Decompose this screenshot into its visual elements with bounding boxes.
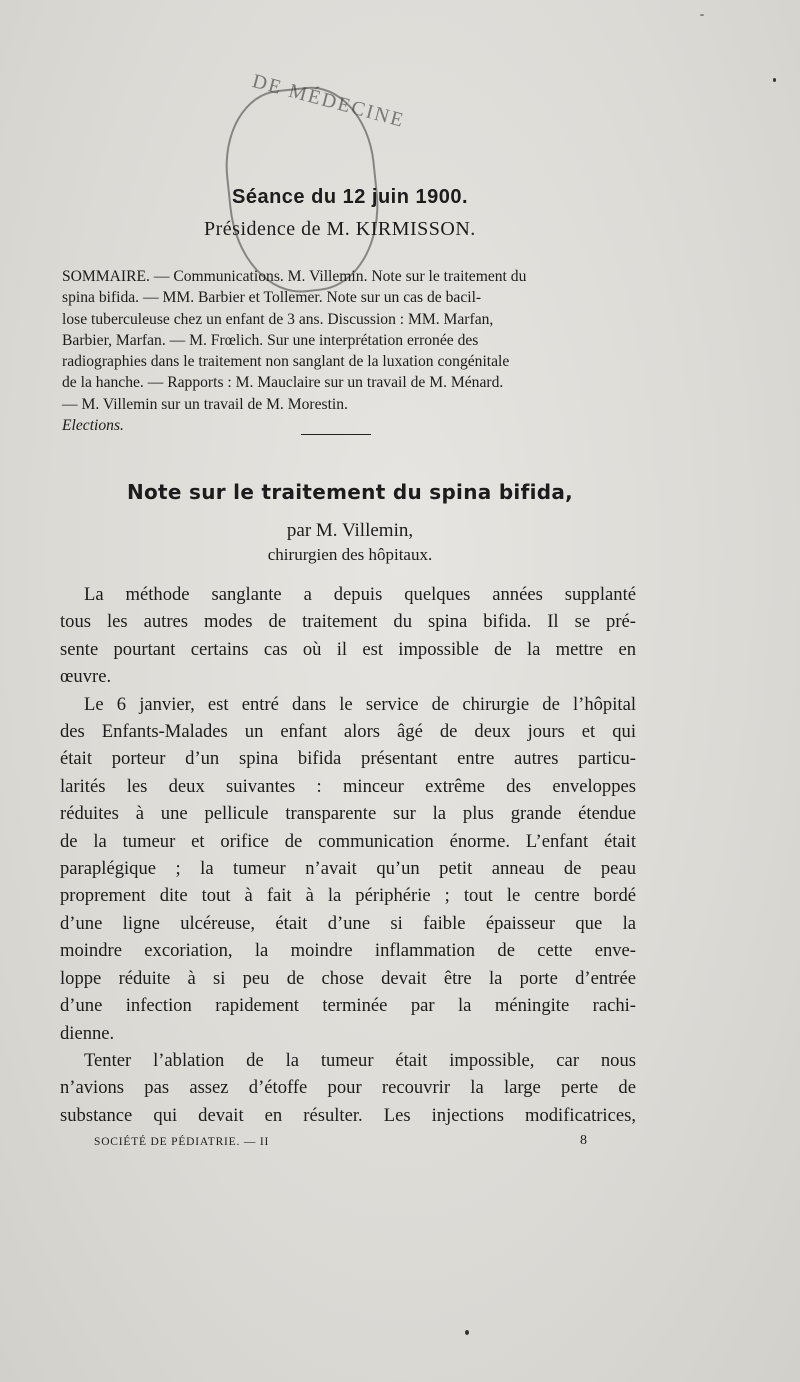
- body-line: de la tumeur et orifice de communication énorme. L’enfant était: [60, 830, 636, 852]
- article-body: [60, 581, 636, 1129]
- article-affiliation: chirurgien des hôpitaux.: [267, 545, 433, 564]
- body-line: tous les autres modes de traitement du spina bifida. Il se pré-: [60, 611, 636, 633]
- body-line: des Enfants-Malades un enfant alors âgé de deux jours et qui: [60, 721, 636, 743]
- body-line: paraplégique ; la tumeur n’avait qu’un petit anneau de peau: [60, 858, 636, 880]
- summary-line: — M. Villemin sur un travail de M. Morestin.: [62, 395, 348, 413]
- body-line: loppe réduite à si peu de chose devait être la porte d’entrée: [60, 967, 636, 989]
- body-line: Le 6 janvier, est entré dans le service de chirurgie de l’hôpital: [84, 693, 636, 715]
- body-line: substance qui devait en résulter. Les injections modificatrices,: [60, 1104, 636, 1126]
- paper-speck: [465, 1330, 469, 1335]
- body-line: sente pourtant certains cas où il est impossible de la mettre en: [60, 638, 636, 660]
- body-line: Tenter l’ablation de la tumeur était impossible, car nous: [84, 1049, 636, 1071]
- body-line: dienne.: [60, 1022, 115, 1044]
- session-president: Présidence de M. KIRMISSON.: [204, 218, 476, 240]
- article-author: par M. Villemin,: [286, 520, 414, 541]
- signature-mark: 8: [580, 1133, 587, 1148]
- session-date: Séance du 12 juin 1900.: [232, 186, 469, 208]
- article-title: Note sur le traitement du spina bifida,: [126, 480, 574, 504]
- section-divider: [301, 434, 371, 435]
- summary-line: spina bifida. — MM. Barbier et Tollemer. Note sur un cas de bacil-: [62, 289, 482, 307]
- paper-speck: [773, 78, 776, 82]
- body-line: d’une ligne ulcéreuse, était d’une si faible épaisseur que la: [60, 912, 636, 934]
- running-footer: SOCIÉTÉ DE PÉDIATRIE. — II: [94, 1136, 270, 1148]
- summary-line: Barbier, Marfan. — M. Frœlich. Sur une interprétation erronée des: [62, 331, 479, 349]
- summary-line: SOMMAIRE. — Communications. M. Villemin. Note sur le traitement du: [62, 268, 527, 285]
- summary-block: [62, 266, 640, 436]
- body-line: larités les deux suivantes : minceur extrême des enveloppes: [60, 775, 636, 797]
- body-line: n’avions pas assez d’étoffe pour recouvrir la large perte de: [60, 1077, 636, 1099]
- body-line: proprement dite tout à fait à la périphérie ; tout le centre bordé: [60, 885, 636, 907]
- library-stamp-text: DE MÉDECINE: [249, 70, 408, 132]
- summary-line: de la hanche. — Rapports : M. Mauclaire sur un travail de M. Ménard.: [62, 374, 504, 392]
- body-line: moindre excoriation, la moindre inflammation de cette enve-: [60, 940, 636, 962]
- body-line: La méthode sanglante a depuis quelques années supplanté: [84, 584, 636, 605]
- body-line: était porteur d’un spina bifida présentant entre autres particu-: [60, 748, 636, 770]
- summary-line: radiographies dans le traitement non sanglant de la luxation congénitale: [62, 353, 510, 371]
- body-line: réduites à une pellicule transparente sur la plus grande étendue: [60, 803, 636, 825]
- body-line: œuvre.: [60, 666, 112, 688]
- summary-line: Elections.: [62, 417, 124, 435]
- body-line: d’une infection rapidement terminée par la méningite rachi-: [60, 995, 636, 1017]
- summary-line: lose tuberculeuse chez un enfant de 3 ans. Discussion : MM. Marfan,: [62, 310, 494, 328]
- paper-speck: [700, 14, 704, 16]
